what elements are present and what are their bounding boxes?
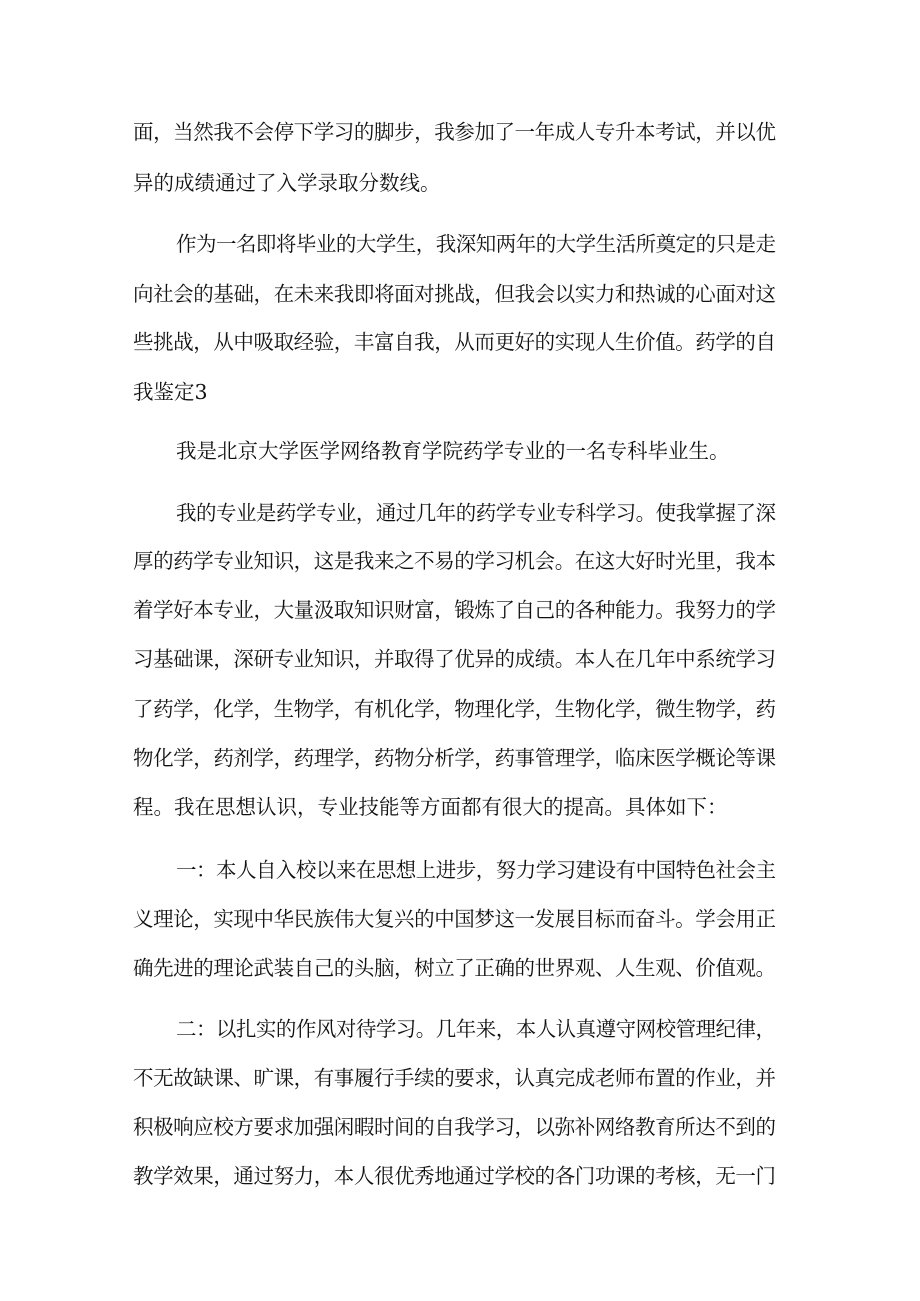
text-line: 习基础课，深研专业知识，并取得了优异的成绩。本人在几年中系统学习 (133, 647, 776, 671)
text-line: 厚的药学专业知识，这是我来之不易的学习机会。在这大好时光里，我本 (133, 549, 776, 573)
text-line: 异的成绩通过了入学录取分数线。 (133, 171, 441, 195)
text-line: 着学好本专业，大量汲取知识财富，锻炼了自己的各种能力。我努力的学 (133, 598, 776, 622)
text-line: 教学效果，通过努力，本人很优秀地通过学校的各门功课的考核，无一门 (133, 1164, 776, 1188)
text-line: 面，当然我不会停下学习的脚步，我参加了一年成人专升本考试，并以优 (133, 120, 776, 144)
text-line: 一：本人自入校以来在思想上进步，努力学习建设有中国特色社会主 (176, 858, 776, 882)
text-line: 我是北京大学医学网络教育学院药学专业的一名专科毕业生。 (176, 439, 730, 463)
text-line: 向社会的基础，在未来我即将面对挑战，但我会以实力和热诚的心面对这 (133, 282, 776, 306)
text-line: 二：以扎实的作风对待学习。几年来，本人认真遵守网校管理纪律， (176, 1017, 776, 1041)
text-line: 了药学，化学，生物学，有机化学，物理化学，生物化学，微生物学，药 (133, 697, 776, 721)
text-line: 积极响应校方要求加强闲暇时间的自我学习，以弥补网络教育所达不到的 (133, 1115, 776, 1139)
text-line: 物化学，药剂学，药理学，药物分析学，药事管理学，临床医学概论等课 (133, 746, 776, 770)
text-line: 义理论，实现中华民族伟大复兴的中国梦这一发展目标而奋斗。学会用正 (133, 907, 776, 931)
text-line: 确先进的理论武装自己的头脑，树立了正确的世界观、人生观、价值观。 (133, 956, 776, 980)
text-line: 我鉴定3 (133, 380, 208, 404)
text-line: 些挑战，从中吸取经验，丰富自我，从而更好的实现人生价值。药学的自 (133, 330, 776, 354)
text-line: 我的专业是药学专业，通过几年的药学专业专科学习。使我掌握了深 (176, 501, 776, 525)
text-line: 程。我在思想认识，专业技能等方面都有很大的提高。具体如下： (133, 795, 728, 819)
text-line: 不无故缺课、旷课，有事履行手续的要求，认真完成老师布置的作业，并 (133, 1066, 776, 1090)
text-line: 作为一名即将毕业的大学生，我深知两年的大学生活所奠定的只是走 (176, 232, 776, 256)
